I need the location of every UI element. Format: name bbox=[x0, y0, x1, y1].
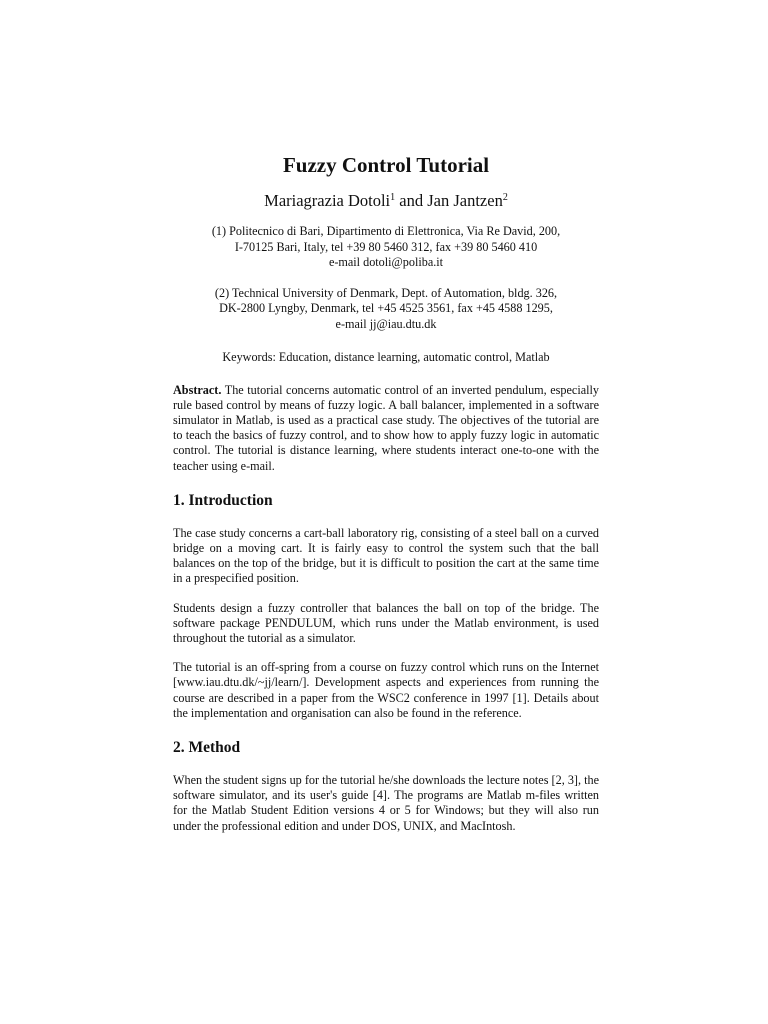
method-paragraph-1: When the student signs up for the tutorial he/she downloads the lecture notes [2, 3], the software simulator, and its user's guide [4]. The programs are Matlab m-files written for the Matlab Student Edition versions 4 or 5 for Windows; but they will also run under the professional edition and under DOS, UNIX, and MacIntosh. bbox=[173, 772, 599, 833]
abstract-text: The tutorial concerns automatic control of an inverted pendulum, especially rule based control by means of fuzzy logic. A ball balancer, implemented in a software simulator in Matlab, is used as a practical case study. The objectives of the tutorial are to teach the basics of fuzzy control, and to show how to apply fuzzy logic in automatic control. The tutorial is distance learning, where students interact one-to-one with the teacher using e-mail. bbox=[173, 382, 599, 473]
section-heading-method: 2. Method bbox=[173, 738, 241, 756]
affiliation-1-line-1: (1) Politecnico di Bari, Dipartimento di Elettronica, Via Re David, 200, bbox=[211, 224, 561, 238]
author-1-affiliation-mark: 1 bbox=[390, 192, 396, 203]
introduction-paragraph-1: The case study concerns a cart-ball laboratory rig, consisting of a steel ball on a curved bridge on a moving cart. It is fairly easy to control the system such that the ball balances on the top of the bridge, but it is difficult to position the cart at the same time in a prespecified position. bbox=[173, 525, 599, 586]
affiliation-2-line-2: DK-2800 Lyngby, Denmark, tel +45 4525 3561, fax +45 4588 1295, bbox=[219, 301, 553, 315]
author-2-name: Jan Jantzen bbox=[427, 191, 503, 210]
introduction-paragraph-3: The tutorial is an off-spring from a course on fuzzy control which runs on the Internet [www.iau.dtu.dk/~jj/learn/]. Development aspects and experiences from running the course are described in a paper from the WSC2 conference in 1997 [1]. Details about the implementation and organisation can also be found in the reference. bbox=[173, 660, 599, 720]
abstract bbox=[173, 383, 599, 474]
affiliation-2-email: e-mail jj@iau.dtu.dk bbox=[335, 316, 437, 331]
section-heading-introduction: 1. Introduction bbox=[173, 491, 273, 509]
author-line bbox=[173, 190, 599, 212]
abstract-label: Abstract. bbox=[173, 382, 222, 397]
keywords: Keywords: Education, distance learning, automatic control, Matlab bbox=[222, 350, 550, 364]
paper-page bbox=[173, 150, 599, 834]
introduction-paragraph-2: Students design a fuzzy controller that balances the ball on top of the bridge. The software package PENDULUM, which runs under the Matlab environment, is used throughout the tutorial as a simulator. bbox=[173, 600, 599, 645]
author-1-name: Mariagrazia Dotoli bbox=[264, 191, 391, 210]
author-2-affiliation-mark: 2 bbox=[502, 192, 508, 203]
affiliation-2-line-1: (2) Technical University of Denmark, Dept. of Automation, bldg. 326, bbox=[214, 285, 558, 300]
paper-title: Fuzzy Control Tutorial bbox=[282, 153, 490, 177]
affiliation-1 bbox=[173, 224, 599, 271]
affiliation-1-email: e-mail dotoli@poliba.it bbox=[328, 255, 444, 269]
affiliation-2 bbox=[173, 286, 599, 333]
affiliation-1-line-2: I-70125 Bari, Italy, tel +39 80 5460 312, fax +39 80 5460 410 bbox=[234, 239, 538, 254]
author-conjunction: and bbox=[395, 191, 428, 210]
